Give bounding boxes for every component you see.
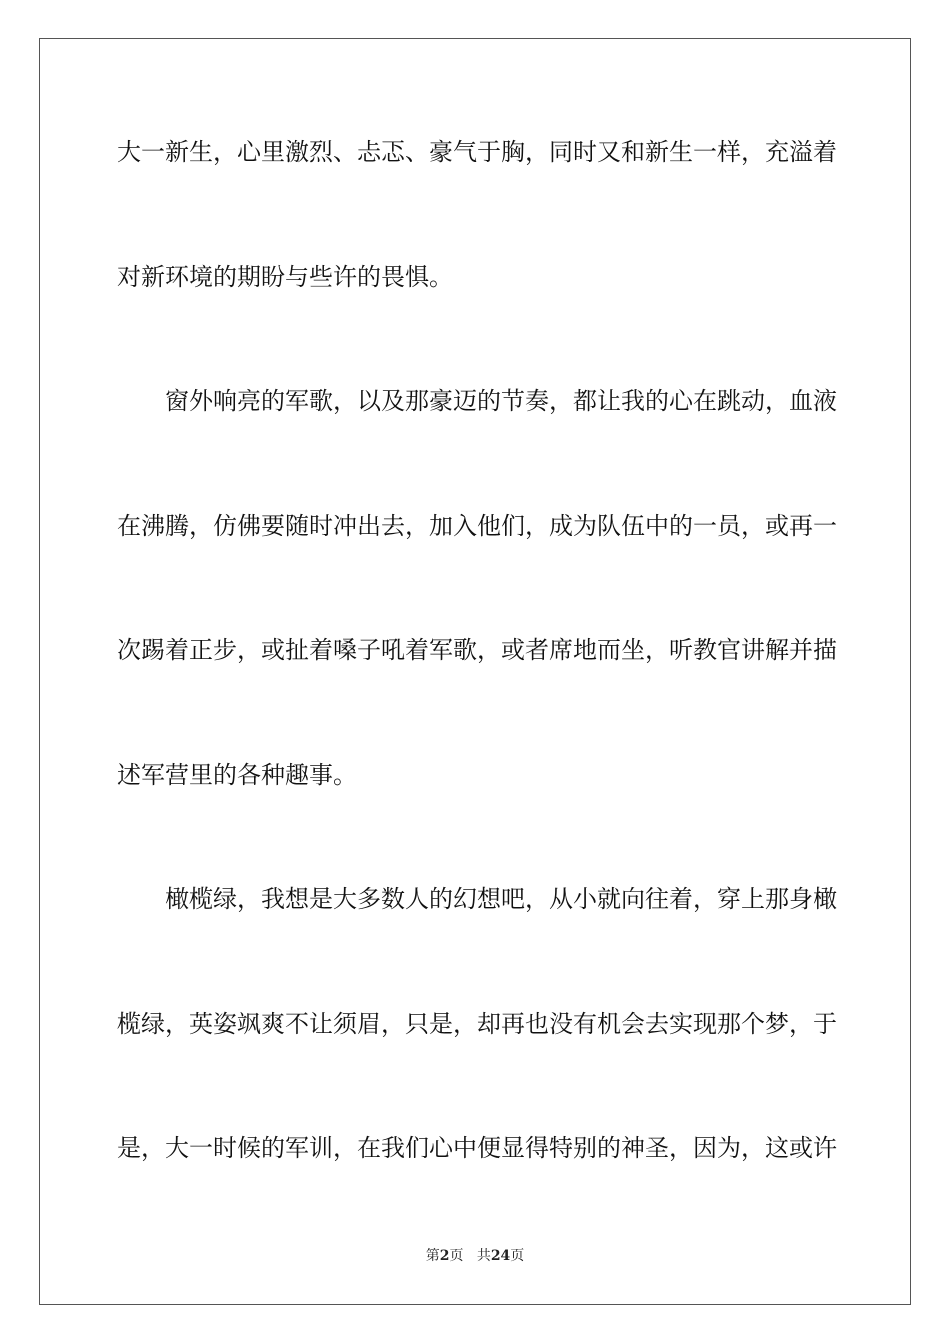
text-line: 次踢着正步，或扯着嗓子吼着军歌，或者席地而坐，听教官讲解并描 — [117, 636, 837, 664]
footer-page-prefix: 第 — [425, 1248, 440, 1264]
page-border — [39, 38, 911, 1305]
paragraph-first-line: 橄榄绿，我想是大多数人的幻想吧，从小就向往着，穿上那身橄 — [165, 885, 837, 913]
paragraph-first-line: 窗外响亮的军歌，以及那豪迈的节奏，都让我的心在跳动，血液 — [165, 387, 837, 415]
text-line: 对新环境的期盼与些许的畏惧。 — [117, 263, 453, 291]
text-line: 是，大一时候的军训，在我们心中便显得特别的神圣，因为，这或许 — [117, 1134, 837, 1162]
text-line: 在沸腾，仿佛要随时冲出去，加入他们，成为队伍中的一员，或再一 — [117, 512, 837, 540]
footer-total-prefix: 共 — [476, 1248, 491, 1264]
footer-page-suffix: 页 — [449, 1248, 464, 1264]
text-line: 大一新生，心里激烈、忐忑、豪气于胸，同时又和新生一样，充溢着 — [117, 138, 837, 166]
footer-total-pages: 24 — [490, 1248, 511, 1264]
text-line: 述军营里的各种趣事。 — [117, 761, 357, 789]
page-footer — [0, 1247, 950, 1265]
footer-page-number: 2 — [439, 1248, 450, 1264]
text-line: 榄绿，英姿飒爽不让须眉，只是，却再也没有机会去实现那个梦，于 — [117, 1010, 837, 1038]
footer-total-suffix: 页 — [510, 1248, 525, 1264]
